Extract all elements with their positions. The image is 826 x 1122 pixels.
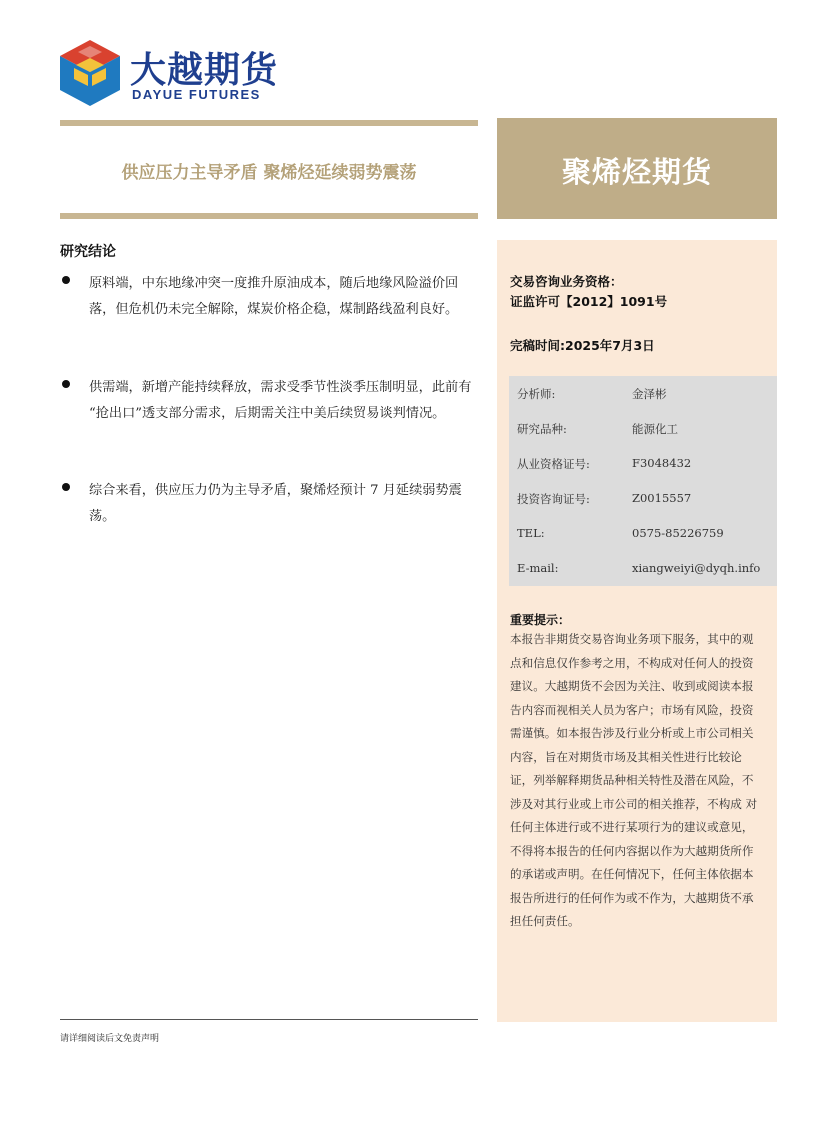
header-rule-bottom (60, 213, 478, 219)
section-title: 研究结论 (60, 244, 116, 260)
logo-name-cn: 大越期货 (130, 50, 279, 91)
info-row-tel (509, 516, 777, 551)
notice-title: 重要提示： (510, 613, 571, 627)
category-title: 聚烯烃期货 (561, 155, 712, 189)
info-row-qualification (509, 446, 777, 481)
info-key: 研究品种: (517, 422, 567, 436)
report-headline: 供应压力主导矛盾 聚烯烃延续弱势震荡 (121, 163, 417, 183)
info-key: 从业资格证号: (517, 457, 590, 471)
footer-divider (60, 1019, 478, 1020)
license-number: 证监许可【2012】1091号 (510, 294, 668, 309)
info-value: 能源化工 (632, 422, 678, 436)
info-key: E-mail: (517, 561, 559, 575)
header-rule-top (60, 120, 478, 126)
company-logo (58, 38, 298, 110)
info-row-variety (509, 411, 777, 446)
info-value: Z0015557 (632, 491, 692, 505)
info-key: 投资咨询证号: (517, 492, 590, 506)
info-value: 0575-85226759 (632, 526, 724, 540)
info-value: F3048432 (632, 456, 692, 470)
notice-body: 本报告非期货交易咨询业务项下服务，其中的观点和信息仅作参考之用，不构成对任何人的投资建议。大越期货不会因为关注、收到或阅读本报告内容而视相关人员为客户；市场有风险，投资需谨慎。如本报告涉及行业分析或上市公司相关内容，旨在对期货市场及其相关性进行比较论证，列举解释期货品种相关特性及潜在风险，不涉及对其行业或上市公司的相关推荐，不构成 对任何主体进行或不进行某项行为的建议或意见，不得将本报告的任何内容据以作为大越期货所作的承诺或声明。在任何情况下，任何主体依据本报告所进行的任何作为或不作为，大越期货不承担任何责任。 (510, 632, 758, 928)
info-row-analyst (509, 376, 777, 411)
bullet-icon (62, 276, 70, 284)
info-row-advisory (509, 481, 777, 516)
disclaimer-link[interactable]: 请详细阅读后文免责声明 (60, 1034, 160, 1044)
analyst-info-table (509, 376, 777, 586)
info-key: 分析师: (517, 387, 556, 401)
conclusion-text: 综合来看，供应压力仍为主导矛盾，聚烯烃预计 7 月延续弱势震荡。 (89, 483, 462, 524)
info-value: 金泽彬 (632, 387, 667, 401)
info-key: TEL: (517, 526, 545, 540)
finish-time: 完稿时间:2025年7月3日 (510, 338, 655, 353)
info-value[interactable]: xiangweiyi@dyqh.info (632, 561, 761, 575)
conclusion-text: 供需端，新增产能持续释放，需求受季节性淡季压制明显，此前有 “抢出口”透支部分需求，后期需关注中美后续贸易谈判情况。 (89, 380, 472, 421)
bullet-icon (62, 380, 70, 388)
category-banner (497, 118, 777, 219)
logo-name-en: DAYUE FUTURES (132, 87, 261, 102)
conclusion-text: 原料端，中东地缘冲突一度推升原油成本，随后地缘风险溢价回落，但危机仍未完全解除，煤炭价格企稳，煤制路线盈利良好。 (89, 276, 459, 317)
info-row-email (509, 551, 777, 586)
bullet-icon (62, 483, 70, 491)
qualification-label: 交易咨询业务资格： (510, 274, 623, 289)
logo-mark-icon (58, 38, 122, 108)
